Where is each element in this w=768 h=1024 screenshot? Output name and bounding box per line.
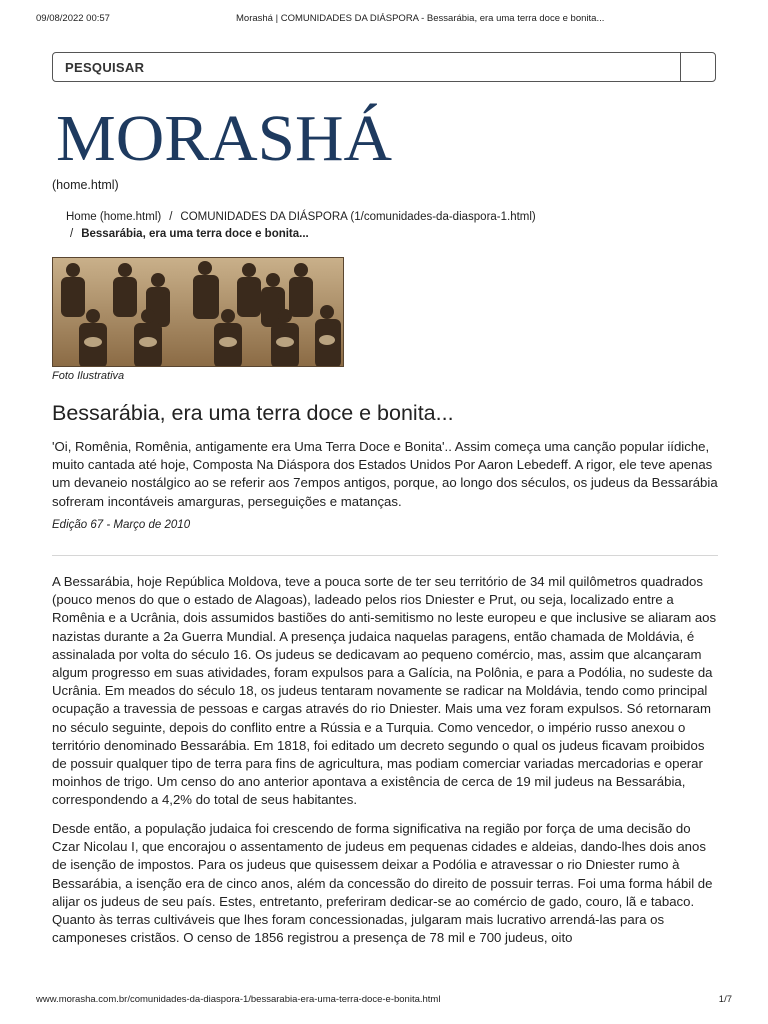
article-edition: Edição 67 - Março de 2010 (52, 519, 191, 531)
breadcrumb-home[interactable]: Home (home.html) (66, 211, 162, 223)
article-title: Bessarábia, era uma terra doce e bonita... (52, 401, 454, 425)
article-paragraph-1: A Bessarábia, hoje República Moldova, teve a pouca sorte de ter seu território de 34 mil quilômetros quadrados (pouco menos do que o estado de Alagoas), ladeado pelos rios Dniester e Prut, ou seja, localizado entre a Romênia e a Ucrânia, dois assumidos bastiões do anti-semitismo no leste europeu e que inclusive se aliaram aos nazistas durante a 2a Guerra Mundial. A presença judaica naquelas paragens, então chamada de Moldávia, é assinalada por volta do século 16. Os judeus se dedicavam ao pequeno comércio, mas, assim que alcançaram algum progresso em suas atividades, foram expulsos para a Galícia, na Polônia, e para a Podólia, no sudeste da Ucrânia. Em meados do século 18, os judeus tentaram novamente se radicar na Moldávia, tendo como principal ocupação a travessia de pessoas e cargas através do rio Dniester. Mais uma vez foram expulsos. Só retornaram no século seguinte, depois do conflito entre a Rússia e a Turquia. Como vencedor, o império russo anexou o território denominado Bessarábia. Em 1818, foi editado um decreto segundo o qual os judeus ficavam proibidos de possuir qualquer tipo de terra para fins de agricultura, mas podiam comerciar variadas mercadorias e operar moinhos de trigo. Um censo do ano anterior apontava a existência de cerca de 19 mil judeus na Bessarábia, correspondendo a 4,2% do total de seus habitantes. (52, 574, 717, 808)
breadcrumb-separator: / (70, 228, 74, 240)
breadcrumb-section[interactable]: COMUNIDADES DA DIÁSPORA (1/comunidades-da-diaspora-1.html) (180, 211, 536, 223)
svg-text:MORASHÁ: MORASHÁ (56, 102, 393, 170)
home-link[interactable]: (home.html) (52, 178, 119, 192)
print-footer (36, 994, 732, 1005)
article-paragraph-2: Desde então, a população judaica foi crescendo de forma significativa na região por força de uma decisão do Czar Nicolau I, que encorajou o assentamento de judeus em pequenas cidades e aldeias, dando-lhes dois anos de isenção de impostos. Para os judeus que quisessem deixar a Podólia e atravessar o rio Dniester rumo à Bessarábia, a isenção era de cinco anos, além da concessão do direito de possuir terras. Foi uma forma hábil de alijar os judeus de seu país. Estes, entretanto, preferiram dedicar-se ao comércio de gado, couro, lã e tabaco. Quanto às terras cultiváveis que lhes foram concessionadas, julgaram mais lucrativo arrendá-las para os camponeses cristãos. O censo de 1856 registrou a presença de 78 mil e 700 judeus, oito (52, 821, 713, 946)
breadcrumb-separator: / (169, 211, 173, 223)
breadcrumb (66, 209, 716, 243)
print-page-title: Morashá | COMUNIDADES DA DIÁSPORA - Bessarábia, era uma terra doce e bonita... (236, 13, 605, 24)
print-url: www.morasha.com.br/comunidades-da-diaspora-1/bessarabia-era-uma-terra-doce-e-bonita.html (36, 994, 441, 1005)
divider (52, 555, 718, 556)
search-label: PESQUISAR (65, 60, 145, 75)
article-photo (52, 257, 344, 367)
article-lead: 'Oi, Romênia, Romênia, antigamente era Uma Terra Doce e Bonita'.. Assim começa uma canção popular iídiche, muito cantada até hoje, Composta Na Diáspora dos Estados Unidos Por Aaron Lebedeff. A rigor, ele teve apenas um devaneio nostálgico ao se referir aos 7empos antigos, porque, ao longo dos séculos, os judeus da Bessarábia sofreram incontáveis amarguras, perseguições e matanças. (52, 439, 718, 509)
group-photo-image (53, 258, 344, 367)
photo-caption: Foto Ilustrativa (52, 370, 125, 382)
print-page-number: 1/7 (718, 994, 732, 1005)
print-datetime: 09/08/2022 00:57 (36, 13, 110, 24)
breadcrumb-current: Bessarábia, era uma terra doce e bonita... (81, 228, 309, 240)
logo-wordmark (56, 98, 396, 170)
morasha-logo[interactable] (56, 98, 396, 170)
search-button[interactable] (680, 53, 715, 81)
search-bar[interactable] (52, 52, 716, 82)
